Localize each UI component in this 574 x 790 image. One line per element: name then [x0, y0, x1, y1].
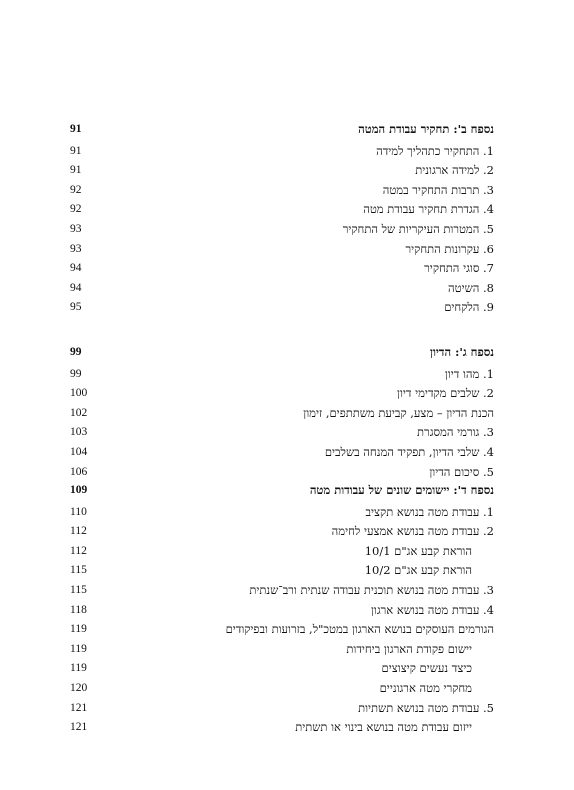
toc-entry[interactable] [70, 220, 494, 239]
toc-entry[interactable] [70, 601, 494, 620]
page-number: 99 [70, 346, 82, 358]
entry-title: 1. התחקיר כתהליך למידה [376, 143, 494, 158]
toc-subentry[interactable] [70, 718, 494, 737]
entry-title: 8. השיטה [448, 280, 494, 295]
toc-entry[interactable] [70, 279, 494, 298]
toc-entry[interactable] [70, 463, 494, 482]
toc-entry[interactable] [70, 581, 494, 600]
page-number: 119 [70, 662, 87, 675]
page-number: 119 [70, 642, 87, 655]
page-number: 121 [70, 701, 88, 714]
toc-subentry[interactable] [70, 679, 494, 698]
page-number: 120 [70, 682, 88, 694]
page-number: 104 [70, 446, 88, 458]
entry-title: הוראת קבע אג"ם 10/2 [364, 563, 472, 578]
page-number: 106 [70, 465, 88, 478]
entry-title: הכנת הדיון – מצע, קביעת משתתפים, זימון [303, 405, 494, 420]
toc-subentry[interactable] [70, 561, 494, 580]
page-number: 102 [70, 406, 88, 419]
entry-title: 6. עקרונות התחקיר [405, 241, 494, 256]
entry-title: 4. עבודת מטה בנושא ארגון [370, 602, 494, 617]
page-number: 115 [70, 584, 87, 596]
page-number: 100 [70, 387, 88, 400]
section-title: נספח ג': הדיון [430, 345, 494, 359]
toc-entry[interactable] [70, 142, 494, 161]
entry-title: 7. סוגי התחקיר [424, 261, 494, 276]
section-title: נספח ב': תחקיר עבודת המטה [358, 122, 494, 136]
entry-title: 2. שלבים מקדימי דיון [397, 386, 494, 401]
toc-entry[interactable] [70, 365, 494, 384]
page-number: 91 [70, 123, 82, 135]
page-number: 91 [70, 144, 82, 157]
toc-entry[interactable] [70, 503, 494, 522]
entry-title: כיצד נעשים קיצוצים [381, 661, 472, 676]
page-number: 109 [70, 484, 88, 496]
entry-title: 9. הלקחים [444, 300, 494, 315]
page-number: 118 [70, 603, 87, 616]
toc-entry[interactable] [70, 620, 494, 639]
toc-entry[interactable] [70, 259, 494, 278]
page-number: 91 [70, 164, 82, 177]
entry-title: 1. מהו דיון [444, 366, 494, 381]
page-number: 92 [70, 203, 82, 216]
toc-entry[interactable] [70, 240, 494, 259]
toc-entry[interactable] [70, 200, 494, 219]
page-number: 110 [70, 505, 87, 518]
toc-entry[interactable] [70, 699, 494, 718]
toc-entry[interactable] [70, 443, 494, 462]
entry-title: 3. תרבות התחקיר במטה [382, 182, 494, 197]
entry-title: 5. המטרות העיקריות של התחקיר [342, 222, 494, 236]
page-number: 112 [70, 544, 87, 557]
entry-title: ייזום עבודת מטה בנושא בינוי או תשתית [295, 720, 472, 735]
toc-subentry[interactable] [70, 640, 494, 659]
toc-section-heading[interactable] [70, 120, 494, 139]
toc-entry[interactable] [70, 181, 494, 200]
toc-entry[interactable] [70, 404, 494, 423]
toc-section-heading[interactable] [70, 343, 494, 362]
entry-title: 1. עבודת מטה בנושא תקציב [365, 504, 494, 519]
entry-title: 4. שלבי הדיון, תפקיד המנחה בשלבים [324, 445, 494, 459]
toc-subentry[interactable] [70, 542, 494, 561]
toc-section-heading[interactable] [70, 481, 494, 500]
entry-title: 5. עבודת מטה בנושא תשתיות [358, 700, 494, 715]
toc-entry[interactable] [70, 384, 494, 403]
entry-title: 3. עבודת מטה בנושא תוכנית עבודה שנתית ורב־שנתית [249, 583, 494, 597]
page-number: 103 [70, 426, 88, 439]
page-number: 93 [70, 223, 82, 235]
toc-subentry[interactable] [70, 659, 494, 678]
page-number: 92 [70, 183, 82, 196]
page-number: 94 [70, 281, 82, 294]
page-number: 121 [70, 721, 88, 734]
entry-title: הוראת קבע אג"ם 10/1 [364, 543, 472, 558]
toc-entry[interactable] [70, 522, 494, 541]
page-number: 119 [70, 623, 87, 636]
toc-entry[interactable] [70, 423, 494, 442]
entry-title: הגורמים העוסקים בנושא הארגון במטכ"ל, בזרועות ובפיקודים [225, 622, 494, 637]
page-number: 94 [70, 262, 82, 275]
section-title: נספח ד': יישומים שונים של עבודות מטה [309, 483, 494, 497]
page-number: 95 [70, 301, 82, 314]
entry-title: יישום פקודת הארגון ביחידות [346, 641, 472, 656]
entry-title: 4. הגדרת תחקיר עבודת מטה [363, 202, 494, 217]
entry-title: 5. סיכום הדיון [429, 464, 494, 479]
entry-title: 3. גורמי המסגרת [417, 425, 494, 440]
toc-entry[interactable] [70, 161, 494, 180]
entry-title: 2. למידה ארגונית [415, 163, 494, 178]
page-number: 115 [70, 564, 87, 577]
page-number: 99 [70, 367, 82, 380]
page-number: 112 [70, 525, 87, 538]
entry-title: מחקרי מטה ארגוניים [379, 681, 472, 695]
entry-title: 2. עבודת מטה בנושא אמצעי לחימה [331, 524, 494, 539]
page-number: 93 [70, 242, 82, 255]
toc-entry[interactable] [70, 298, 494, 317]
